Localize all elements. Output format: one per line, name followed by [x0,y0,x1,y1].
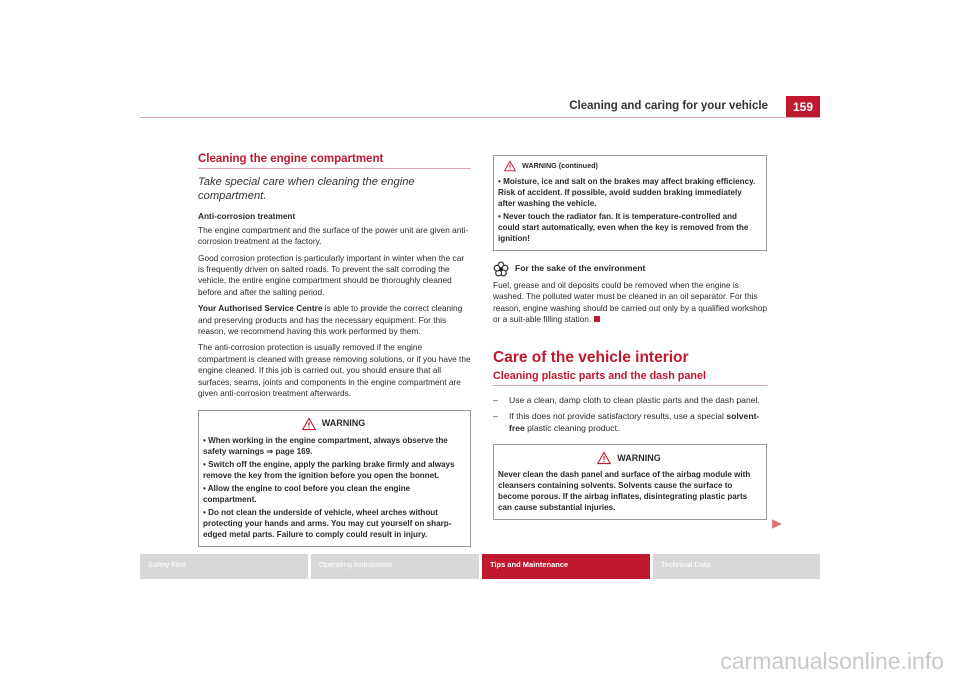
warning-item: • Switch off the engine, apply the parking brake firmly and always remove the key from the ignition before you open the bonnet. [203,459,455,480]
step-item: – If this does not provide satisfactory results, use a special solvent-free plastic cleaning product. [493,411,760,434]
environment-flower-icon [493,261,509,277]
warning-header [203,417,464,431]
footer-tab-technical-data[interactable]: Technical Data [653,554,820,579]
warning-continued-box [493,155,767,251]
footer-tab-operating-instructions[interactable]: Operating instructions [311,554,479,579]
footer-tab-tips-maintenance[interactable]: Tips and Maintenance [482,554,650,579]
environment-title: For the sake of the environment [515,263,646,274]
step-item: – Use a clean, damp cloth to clean plastic parts and the dash panel. [493,395,760,406]
warning-continued-header [498,160,760,172]
paragraph-1: The engine compartment and the surface of the power unit are given anti-corrosion treatment at the factory. [198,224,469,247]
warning-box [198,410,471,547]
heading-rule [493,385,767,386]
section-subtitle: Take special care when cleaning the engine compartment. [198,176,415,203]
warning-triangle-icon [302,417,316,431]
warning-item: • Do not clean the underside of vehicle, wheel arches without protecting your hands and arms. You may cut yourself on sharp-edged metal parts. Failure to comply could result in injury. [203,507,452,539]
warning-continued-title: WARNING (continued) [522,161,598,171]
page-number: 159 [786,96,820,118]
service-centre-text: Your Authorised Service Centre [198,303,323,314]
page-header-title: Cleaning and caring for your vehicle [569,100,768,112]
warning-box-2 [493,444,767,520]
paragraph-4: The anti-corrosion protection is usually removed if the engine compartment is cleaned with grease removing solutions, or if you have the engine cleaned. If this job is carried out, you should ensure that all surfaces, seams, joints and components in the engine compartment are given anti-corrosion treatment afterwards. [198,342,471,399]
anti-corrosion-heading: Anti-corrosion treatment [198,211,296,222]
paragraph-3-rest: is able to provide the correct cleaning and preserving products and has the necessary equipment. For this reason, we recommend having this work performed by them. [198,303,463,337]
continue-arrow-icon [771,518,783,530]
environment-header [493,261,767,277]
heading-rule [198,168,471,169]
warning-triangle-icon [597,451,611,465]
section-title-interior: Care of the vehicle interior [493,348,689,366]
environment-text: Fuel, grease and oil deposits could be removed when the engine is washed. The polluted water must be cleaned in an oil separator. For this reason, engine washing should be carried out only by a qualified workshop or a suit-able filling station. [493,280,767,325]
subsection-heading-plastic: Cleaning plastic parts and the dash panel [493,370,706,383]
warning-title: WARNING [321,417,366,428]
warning-triangle-icon [504,160,516,172]
watermark: carmanualsonline.info [720,648,944,674]
warning-item: • Moisture, ice and salt on the brakes may affect braking efficiency. Risk of accident. If possible, avoid sudden braking immediately after washing the vehicle. [498,177,756,208]
warning-item: • When working in the engine compartment, always observe the safety warnings ⇒ page 169. [203,435,448,456]
warning-header [498,451,760,465]
warning-item: • Allow the engine to cool before you clean the engine compartment. [203,483,411,504]
paragraph-3 [198,303,471,337]
footer-tab-safety-first[interactable]: Safety First [140,554,308,579]
right-column [493,155,767,520]
header-rule [140,117,820,118]
end-marker-icon [594,316,600,322]
warning-title: WARNING [617,452,661,463]
warning-text: Never clean the dash panel and surface of the airbag module with cleansers containing solvents. Solvents cause the surface to become porous. If the airbag inflates, disintegrating plastic parts can cause substantial injuries. [498,470,751,513]
section-heading-engine: Cleaning the engine compartment [198,153,384,165]
warning-item: • Never touch the radiator fan. It is temperature-controlled and could start automatically, even when the key is removed from the ignition! [498,212,749,243]
paragraph-2: Good corrosion protection is particularly important in winter when the car is frequently driven on salted roads. To prevent the salt corroding the vehicle, the entire engine compartment should be thoroughly cleaned before and after the salting period. [198,252,465,297]
left-column [198,154,471,547]
